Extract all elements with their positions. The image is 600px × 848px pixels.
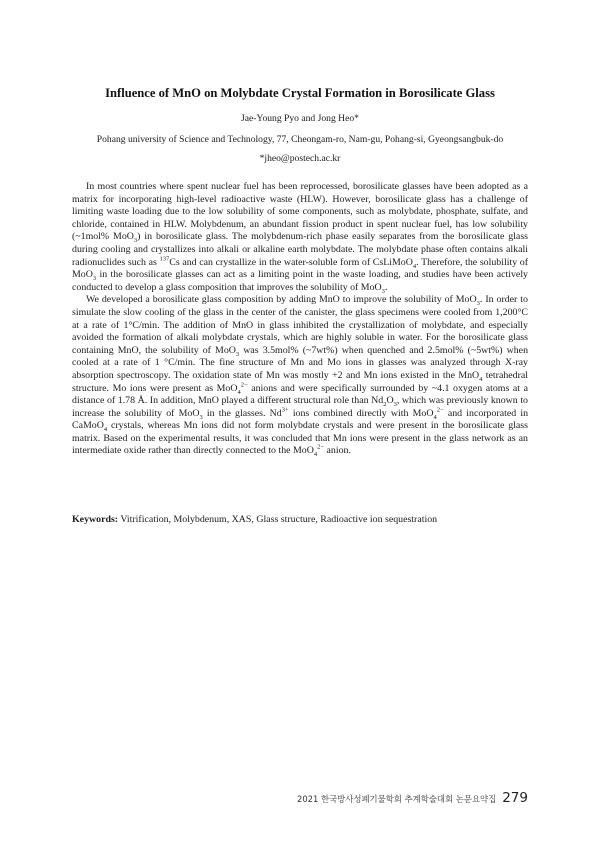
abstract-body — [72, 181, 528, 458]
paper-title: Influence of MnO on Molybdate Crystal Formation in Borosilicate Glass — [105, 86, 495, 100]
page-footer — [297, 790, 528, 806]
keywords-list: Vitrification, Molybdenum, XAS, Glass structure, Radioactive ion sequestration — [118, 514, 438, 525]
keywords — [72, 514, 528, 525]
conference-name: 2021 한국방사성폐기물학회 추계학술대회 논문요약집 — [297, 794, 497, 804]
abstract-paragraph-2: We developed a borosilicate glass composition by adding MnO to improve the solubility of MoO$_3$. In order to simulate the slow cooling of the glass in the center of the canister, the glass specimens were cooled from 1,200°C at a rate of 1°C/min. The addition of MnO in glass inhibited the crystallization of molybdate, and especially avoided the formation of alkali molybdate crystals, which are highly soluble in water. For the borosilicate glass containing MnO, the solubility of MoO$_3$ was 3.5mol% (~7wt%) when quenched and 2.5mol% (~5wt%) when cooled at a rate of 1 °C/min. The fine structure of Mn and Mo ions in glasses was analyzed through X-ray absorption spectroscopy. The oxidation state of Mn was mostly +2 and Mn ions existed in the MnO$_4$ tetrahedral structure. Mo ions were present as MoO$_4^{2-}$ anions and were specifically surrounded by ~4.1 oxygen atoms at a distance of 1.78 Å. In addition, MnO played a different structural role than $Nd_2O_3$, which was previously known to increase the solubility of MoO$_3$ in the glasses. $Nd^{3+}$ ions combined directly with MoO$_4^{2-}$ and incorporated in CaMoO$_4$ crystals, whereas Mn ions did not form molybdate crystals and were present in the borosilicate glass matrix. Based on the experimental results, it was concluded that Mn ions were present in the glass network as an intermediate oxide rather than directly connected to the MoO$_4^{2-}$ anion. — [72, 294, 529, 459]
corresponding-email: *jheo@postech.ac.kr — [259, 153, 341, 164]
authors: Jae-Young Pyo and Jong Heo* — [241, 113, 359, 124]
affiliation: Pohang university of Science and Technology, 77, Cheongam-ro, Nam-gu, Pohang-si, Gyeongsangbuk-do — [96, 134, 504, 145]
abstract-paragraph-1: In most countries where spent nuclear fuel has been reprocessed, borosilicate glasses have been adopted as a matrix for incorporating high-level radioactive waste (HLW). However, borosilicate glass has a challenge of limiting waste loading due to the low solubility of some components, such as molybdate, phosphate, sulfate, and chloride, contained in HLW. Molybdenum, an abundant fission product in spent nuclear fuel, has low solubility (~1mol% MoO$_3$) in borosilicate glass. The molybdenum-rich phase easily separates from the borosilicate glass during cooling and crystallizes into alkali or alkaline earth molybdate. The molybdate phase often contains alkali radionuclides such as $^{137}$Cs and can crystallize in the water-soluble form of CsLiMoO$_4$. Therefore, the solubility of MoO$_3$ in the borosilicate glasses can act as a limiting point in the waste loading, and studies have been actively conducted to develop a glass composition that improves the solubility of MoO$_3$. — [72, 181, 529, 295]
keywords-label: Keywords: — [72, 514, 119, 525]
page-number: 279 — [502, 790, 528, 806]
